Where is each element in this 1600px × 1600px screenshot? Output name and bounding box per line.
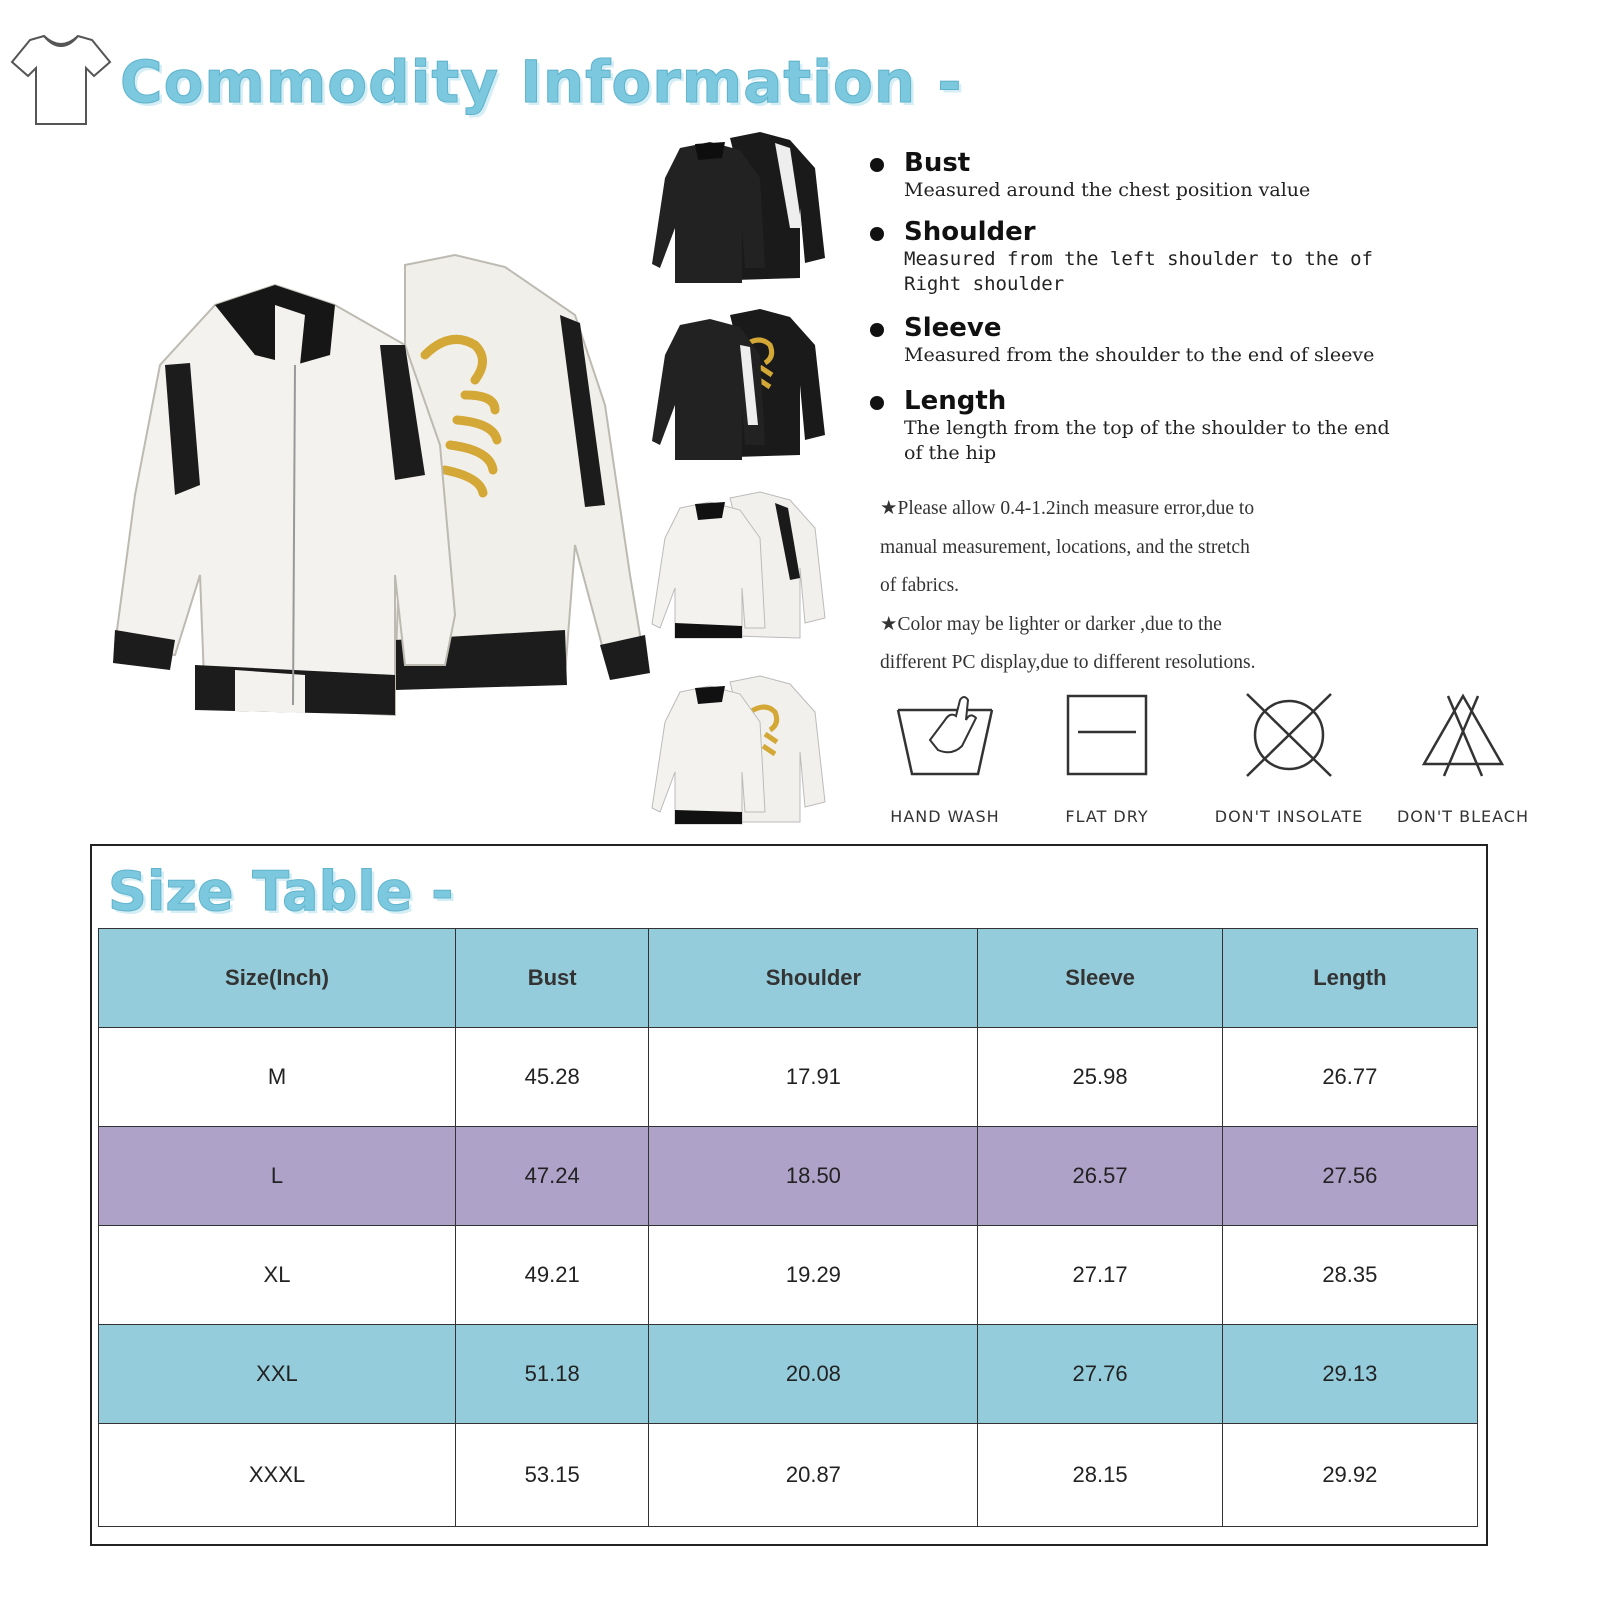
bullet-icon (870, 323, 884, 337)
measure-name: Shoulder (904, 217, 1036, 247)
dont-bleach-icon (1418, 690, 1508, 780)
care-label: DON'T BLEACH (1396, 807, 1529, 826)
table-cell: XXXL (99, 1424, 456, 1527)
table-cell: 27.56 (1222, 1127, 1477, 1226)
dont-insolate-icon (1241, 690, 1337, 780)
thumbnail-black-front (650, 128, 828, 286)
table-cell: 20.87 (649, 1424, 978, 1527)
measure-desc: Measured from the shoulder to the end of sleeve (904, 344, 1375, 366)
care-label: FLAT DRY (1065, 807, 1149, 826)
measure-length (866, 386, 1566, 466)
measurement-notes (880, 490, 1340, 683)
table-cell: 28.15 (978, 1424, 1222, 1527)
table-cell: 26.77 (1222, 1028, 1477, 1127)
table-cell: 26.57 (978, 1127, 1222, 1226)
table-cell: 51.18 (455, 1325, 648, 1424)
measure-bust (866, 148, 1566, 203)
size-table (98, 928, 1478, 1527)
note-line: ★Please allow 0.4-1.2inch measure error,due to (880, 498, 1255, 519)
measure-desc: Measured from the left shoulder to the of Right shoulder (904, 248, 1373, 295)
table-row (99, 1325, 1478, 1424)
table-cell: 49.21 (455, 1226, 648, 1325)
table-cell: 53.15 (455, 1424, 648, 1527)
table-cell: 25.98 (978, 1028, 1222, 1127)
care-dont-bleach (1368, 690, 1558, 826)
hand-wash-icon (890, 690, 1000, 780)
table-row (99, 1226, 1478, 1325)
note-line: manual measurement, locations, and the stretch (880, 536, 1250, 558)
note-line: of fabrics. (880, 575, 960, 596)
measure-desc: Measured around the chest position value (904, 179, 1311, 201)
table-cell: 28.35 (1222, 1226, 1477, 1325)
tshirt-icon (8, 30, 112, 130)
main-jacket-image (105, 245, 655, 725)
table-cell: 20.08 (649, 1325, 978, 1424)
care-label: HAND WASH (890, 807, 1000, 826)
table-cell: M (99, 1028, 456, 1127)
table-cell: 27.17 (978, 1226, 1222, 1325)
measure-shoulder (866, 217, 1566, 297)
page-title: Commodity Information - (120, 48, 963, 116)
table-cell: 19.29 (649, 1226, 978, 1325)
measure-name: Sleeve (904, 313, 1002, 343)
table-cell: 18.50 (649, 1127, 978, 1226)
measure-name: Length (904, 386, 1007, 416)
note-line: different PC display,due to different resolutions. (880, 652, 1256, 673)
care-label: DON'T INSOLATE (1214, 807, 1364, 826)
thumbnail-black-back (650, 305, 828, 465)
measure-desc: The length from the top of the shoulder to the end of the hip (904, 417, 1390, 464)
flat-dry-icon (1062, 690, 1152, 780)
table-row (99, 1127, 1478, 1226)
size-table-title: Size Table - (108, 860, 454, 923)
table-cell: 45.28 (455, 1028, 648, 1127)
bullet-icon (870, 396, 884, 410)
measurement-list (866, 148, 1566, 480)
table-cell: L (99, 1127, 456, 1226)
column-header: Shoulder (649, 929, 978, 1028)
bullet-icon (870, 158, 884, 172)
table-cell: 17.91 (649, 1028, 978, 1127)
table-cell: 29.13 (1222, 1325, 1477, 1424)
thumbnail-white-back (650, 672, 828, 828)
table-row (99, 1424, 1478, 1527)
care-dont-insolate (1194, 690, 1384, 826)
column-header: Bust (455, 929, 648, 1028)
care-flat-dry (1012, 690, 1202, 826)
column-header: Size(Inch) (99, 929, 456, 1028)
table-cell: XXL (99, 1325, 456, 1424)
table-cell: XL (99, 1226, 456, 1325)
table-cell: 47.24 (455, 1127, 648, 1226)
note-line: ★Color may be lighter or darker ,due to the (880, 613, 1222, 635)
table-cell: 29.92 (1222, 1424, 1477, 1527)
measure-name: Bust (904, 148, 971, 178)
bullet-icon (870, 227, 884, 241)
table-cell: 27.76 (978, 1325, 1222, 1424)
thumbnail-white-front (650, 488, 828, 640)
column-header: Sleeve (978, 929, 1222, 1028)
table-row (99, 1028, 1478, 1127)
column-header: Length (1222, 929, 1477, 1028)
table-header-row (99, 929, 1478, 1028)
measure-sleeve (866, 313, 1566, 368)
